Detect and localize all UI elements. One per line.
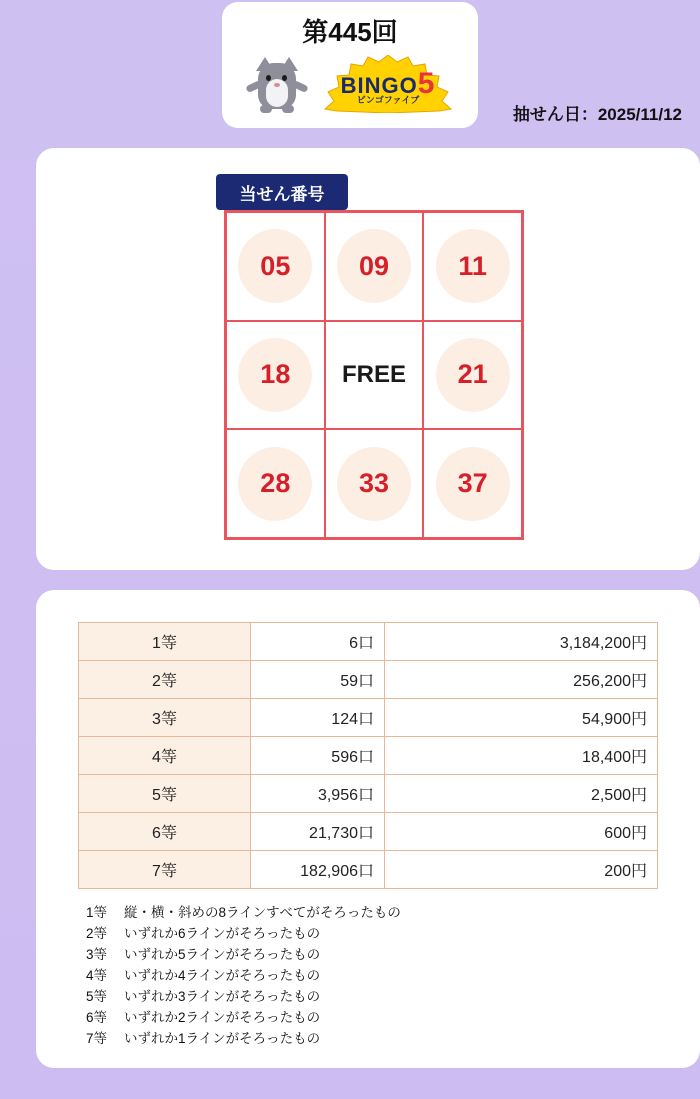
bingo-cell <box>423 321 522 430</box>
cat-mascot-icon <box>242 53 314 115</box>
title-card <box>222 2 478 128</box>
prize-amount: 600円 <box>385 813 658 851</box>
note-rank: 7等 <box>86 1031 108 1046</box>
prize-rank: 6等 <box>79 813 251 851</box>
prize-count: 124口 <box>251 699 385 737</box>
bingo-number: 33 <box>337 447 411 521</box>
note-item <box>86 1028 401 1049</box>
prize-count: 3,956口 <box>251 775 385 813</box>
bingo-cell <box>325 212 424 321</box>
round-label: 第445回 <box>302 17 398 47</box>
prize-rank: 3等 <box>79 699 251 737</box>
prize-amount: 200円 <box>385 851 658 889</box>
prize-amount: 2,500円 <box>385 775 658 813</box>
bingo-grid <box>224 210 524 540</box>
bingo-cell-free <box>325 321 424 430</box>
prize-rank: 7等 <box>79 851 251 889</box>
bingo-number: 09 <box>337 229 411 303</box>
bingo-number: 11 <box>436 229 510 303</box>
bingo-cell <box>325 429 424 538</box>
prize-amount: 3,184,200円 <box>385 623 658 661</box>
header <box>0 0 700 148</box>
prize-rank: 1等 <box>79 623 251 661</box>
winning-numbers-tab: 当せん番号 <box>216 174 348 210</box>
bingo-cell <box>226 321 325 430</box>
prize-count: 6口 <box>251 623 385 661</box>
note-item <box>86 965 401 986</box>
bingo-cell <box>226 429 325 538</box>
prize-amount: 54,900円 <box>385 699 658 737</box>
bingo-logo-text: BINGO5 <box>340 67 436 100</box>
bingo-logo-subtext: ビンゴファイブ <box>356 95 420 105</box>
prize-amount: 256,200円 <box>385 661 658 699</box>
note-item <box>86 923 401 944</box>
prize-notes <box>86 902 401 1049</box>
note-rank: 3等 <box>86 947 108 962</box>
note-item <box>86 1007 401 1028</box>
note-text: 縦・横・斜めの8ラインすべてがそろったもの <box>124 905 401 920</box>
bingo-number: 05 <box>238 229 312 303</box>
table-row <box>79 851 658 889</box>
note-item <box>86 902 401 923</box>
bingo-number: 21 <box>436 338 510 412</box>
bingo-number: 37 <box>436 447 510 521</box>
note-text: いずれか1ラインがそろったもの <box>124 1031 321 1046</box>
note-text: いずれか4ラインがそろったもの <box>124 968 321 983</box>
prize-panel <box>36 590 700 1068</box>
table-row <box>79 699 658 737</box>
note-rank: 4等 <box>86 968 108 983</box>
table-row <box>79 737 658 775</box>
note-item <box>86 944 401 965</box>
bingo-cell <box>423 212 522 321</box>
note-text: いずれか3ラインがそろったもの <box>124 989 321 1004</box>
bingo-cell <box>423 429 522 538</box>
table-row <box>79 775 658 813</box>
prize-count: 21,730口 <box>251 813 385 851</box>
prize-amount: 18,400円 <box>385 737 658 775</box>
prize-table <box>78 622 658 889</box>
prize-count: 182,906口 <box>251 851 385 889</box>
note-rank: 1等 <box>86 905 108 920</box>
note-text: いずれか2ラインがそろったもの <box>124 1010 321 1025</box>
table-row <box>79 813 658 851</box>
winning-numbers-panel <box>36 148 700 570</box>
prize-rank: 5等 <box>79 775 251 813</box>
logo-row <box>222 53 478 115</box>
note-item <box>86 986 401 1007</box>
bingo-free-label: FREE <box>341 360 406 388</box>
bingo-logo <box>318 55 458 113</box>
prize-count: 596口 <box>251 737 385 775</box>
note-rank: 6等 <box>86 1010 108 1025</box>
prize-rank: 4等 <box>79 737 251 775</box>
bingo-number: 18 <box>238 338 312 412</box>
note-rank: 5等 <box>86 989 108 1004</box>
table-row <box>79 661 658 699</box>
prize-count: 59口 <box>251 661 385 699</box>
bingo-cell <box>226 212 325 321</box>
note-text: いずれか6ラインがそろったもの <box>124 926 321 941</box>
table-row <box>79 623 658 661</box>
bingo-number: 28 <box>238 447 312 521</box>
draw-date: 抽せん日：2025/11/12 <box>512 105 682 124</box>
prize-rank: 2等 <box>79 661 251 699</box>
note-text: いずれか5ラインがそろったもの <box>124 947 321 962</box>
note-rank: 2等 <box>86 926 108 941</box>
